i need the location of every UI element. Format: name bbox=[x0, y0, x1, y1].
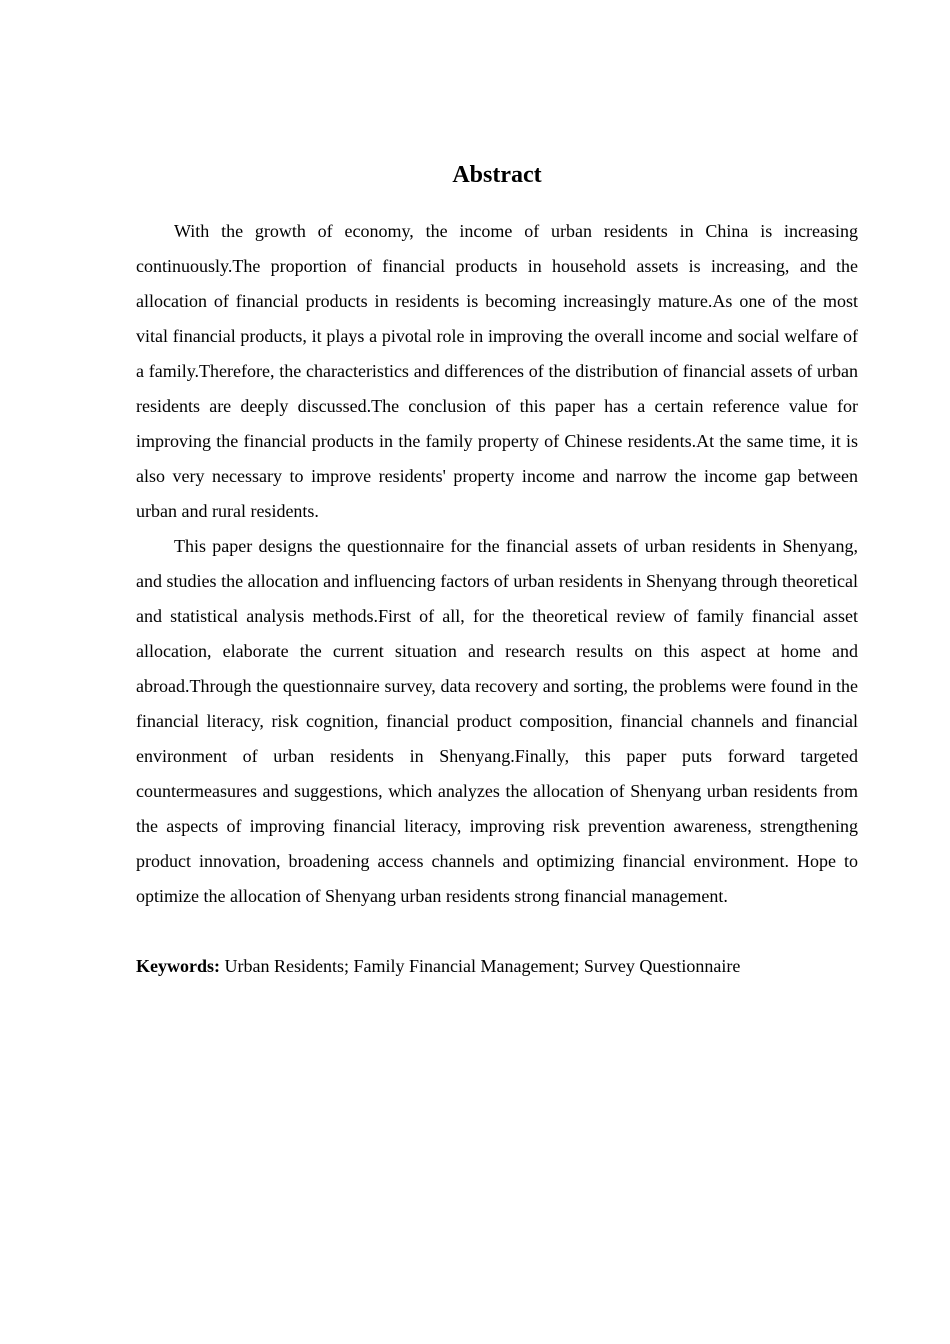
abstract-page bbox=[136, 157, 858, 984]
keywords-label: Keywords: bbox=[136, 956, 220, 976]
keywords-line bbox=[136, 949, 858, 984]
abstract-paragraph-1: With the growth of economy, the income of urban residents in China is increasing continuously.The proportion of financial products in household assets is increasing, and the allocation of financial products in residents is becoming increasingly mature.As one of the most vital financial products, it plays a pivotal role in improving the overall income and social welfare of a family.Therefore, the characteristics and differences of the distribution of financial assets of urban residents are deeply discussed.The conclusion of this paper has a certain reference value for improving the financial products in the family property of Chinese residents.At the same time, it is also very necessary to improve residents' property income and narrow the income gap between urban and rural residents. bbox=[136, 221, 858, 521]
abstract-body bbox=[136, 214, 858, 914]
abstract-paragraph-2: This paper designs the questionnaire for the financial assets of urban residents in Shenyang, and studies the allocation and influencing factors of urban residents in Shenyang through theoretical and statistical analysis methods.First of all, for the theoretical review of family financial asset allocation, elaborate the current situation and research results on this aspect at home and abroad.Through the questionnaire survey, data recovery and sorting, the problems were found in the financial literacy, risk cognition, financial product composition, financial channels and financial environment of urban residents in Shenyang.Finally, this paper puts forward targeted countermeasures and suggestions, which analyzes the allocation of Shenyang urban residents from the aspects of improving financial literacy, improving risk prevention awareness, strengthening product innovation, broadening access channels and optimizing financial environment. Hope to optimize the allocation of Shenyang urban residents strong financial management. bbox=[136, 536, 858, 906]
keywords-text: Urban Residents; Family Financial Management; Survey Questionnaire bbox=[224, 956, 741, 976]
abstract-title: Abstract bbox=[452, 162, 542, 188]
